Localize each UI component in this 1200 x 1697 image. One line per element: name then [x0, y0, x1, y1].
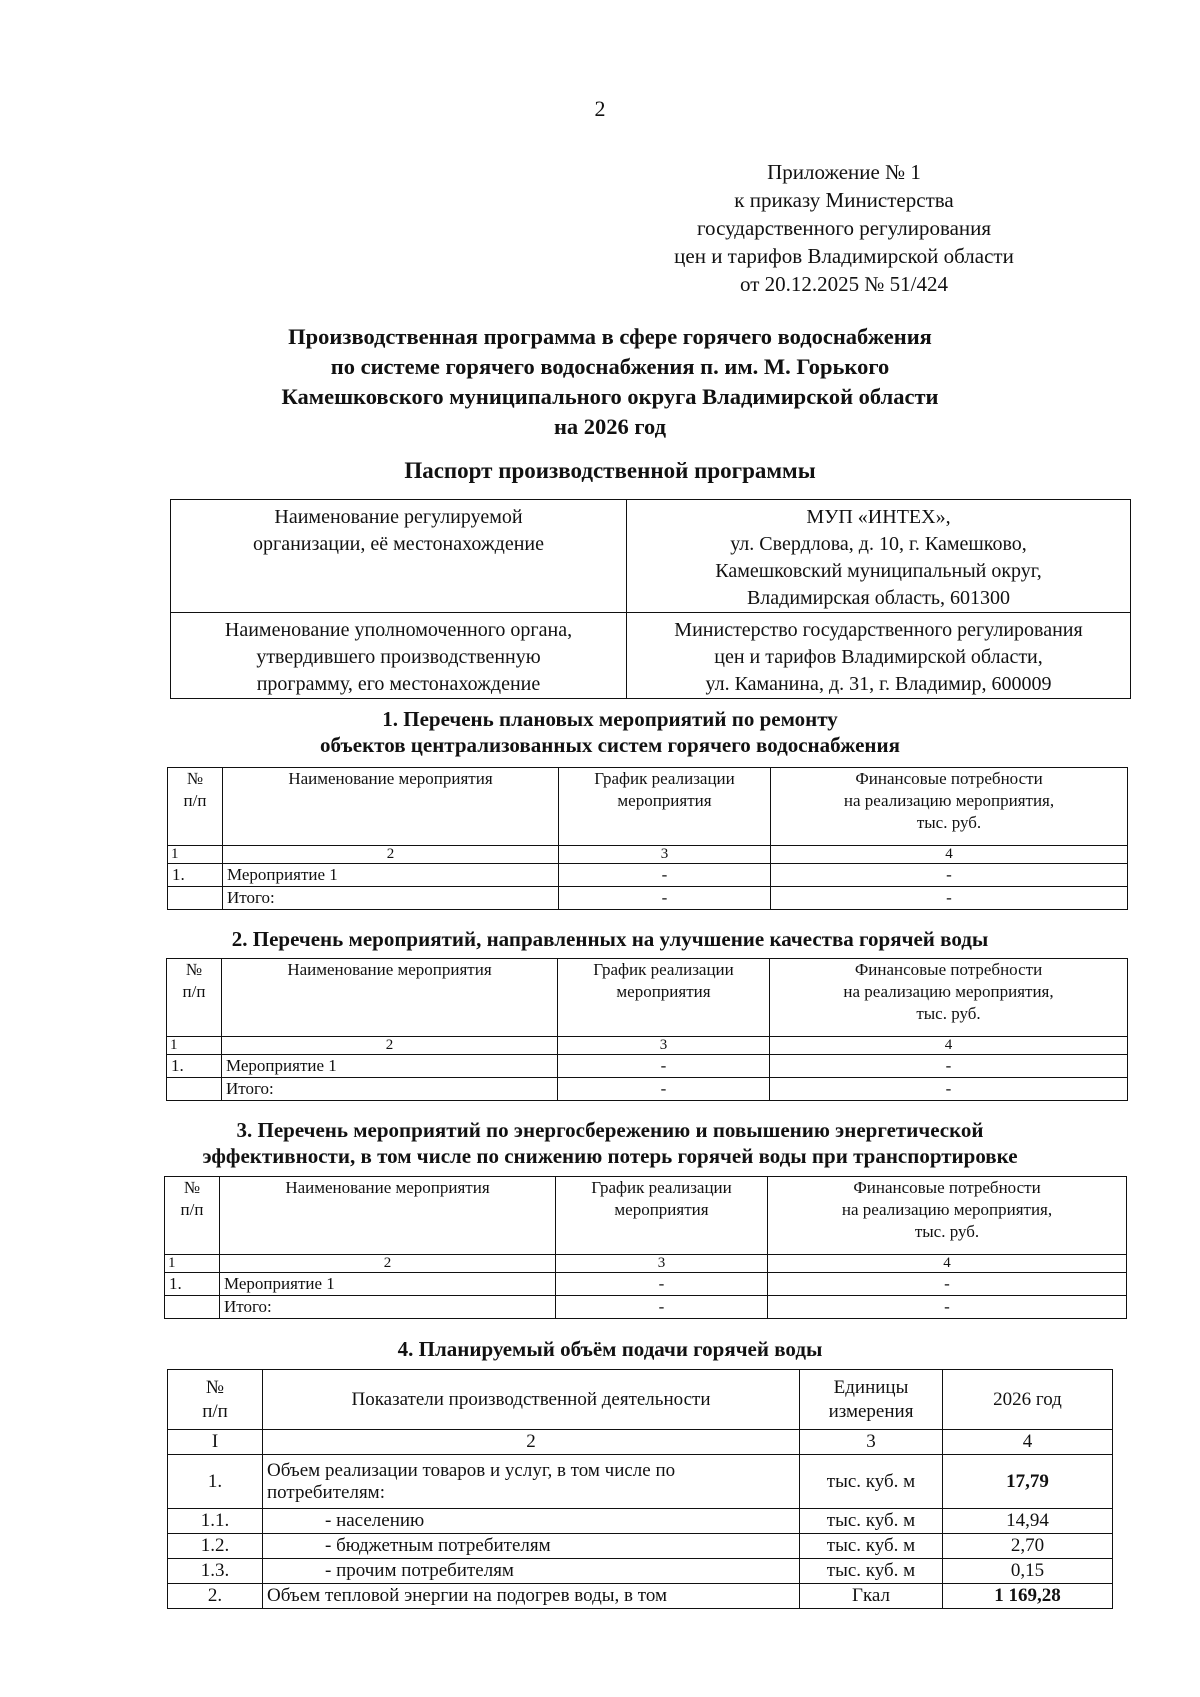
index-cell: 3 [559, 846, 771, 864]
cell-text: потребителям: [267, 1481, 385, 1503]
header-num [168, 1370, 263, 1430]
total-finance: - [768, 1296, 1127, 1319]
row-value: 2,70 [943, 1534, 1113, 1559]
total-row [165, 1296, 1127, 1319]
index-row [168, 846, 1128, 864]
cell-text: Финансовые потребности [854, 960, 1043, 979]
index-cell: 3 [800, 1430, 943, 1455]
index-cell: 2 [223, 846, 559, 864]
section-title-line: эффективности, в том числе по снижению потерь горячей воды при транспортировке [202, 1144, 1018, 1168]
row-name [263, 1455, 800, 1509]
cell-text: № [205, 1376, 225, 1398]
section-1-title [150, 706, 1070, 758]
cell-text: тыс. руб. [914, 1222, 980, 1241]
total-label: Итого: [220, 1296, 556, 1319]
cell-text: цен и тарифов Владимирской области, [714, 646, 1043, 668]
index-row [165, 1255, 1127, 1273]
appendix-line: от 20.12.2025 № 51/424 [739, 272, 949, 296]
cell-text: Министерство государственного регулирования [674, 619, 1083, 641]
header-indicator: Показатели производственной деятельности [263, 1370, 800, 1430]
total-schedule: - [559, 887, 771, 910]
index-cell: 1 [168, 846, 223, 864]
cell-text: мероприятия [616, 982, 711, 1001]
appendix-line: к приказу Министерства [734, 188, 954, 212]
index-row [167, 1037, 1128, 1055]
cell-text: График реализации [591, 1178, 732, 1197]
cell-text: измерения [828, 1400, 914, 1422]
section-title-line: объектов централизованных систем горячего водоснабжения [320, 733, 900, 757]
cell-text: мероприятия [614, 1200, 709, 1219]
total-label: Итого: [223, 887, 559, 910]
index-cell: 4 [768, 1255, 1127, 1273]
appendix-line: Приложение № 1 [767, 160, 921, 184]
passport-heading: Паспорт производственной программы [404, 458, 816, 483]
row-name: - населению [263, 1509, 800, 1534]
total-finance: - [770, 1078, 1128, 1101]
header-num [167, 959, 222, 1037]
table-header-row [167, 959, 1128, 1037]
row-num [167, 1078, 222, 1101]
section-title-line: 3. Перечень мероприятий по энергосбережению и повышению энергетической [236, 1118, 984, 1142]
row-value: 17,79 [943, 1455, 1113, 1509]
header-num [168, 768, 223, 846]
table-row [165, 1273, 1127, 1296]
title-line: на 2026 год [553, 414, 667, 439]
row-num: 1. [167, 1055, 222, 1078]
title-line: по системе горячего водоснабжения п. им. М. Горького [330, 354, 890, 379]
index-cell: 2 [263, 1430, 800, 1455]
total-row [167, 1078, 1128, 1101]
section-4-title: 4. Планируемый объём подачи горячей воды [397, 1337, 823, 1361]
row-finance: - [770, 1055, 1128, 1078]
total-label: Итого: [222, 1078, 558, 1101]
section-2-title [150, 926, 1070, 952]
section-3-table [164, 1176, 1127, 1319]
table-row [167, 1055, 1128, 1078]
cell-text: График реализации [593, 960, 734, 979]
cell-text: № [186, 769, 204, 788]
index-cell: 3 [556, 1255, 768, 1273]
table-row [168, 864, 1128, 887]
section-title-line: 2. Перечень мероприятий, направленных на улучшение качества горячей воды [231, 927, 989, 951]
row-num: 1. [168, 864, 223, 887]
header-unit [800, 1370, 943, 1430]
cell-text: мероприятия [617, 791, 712, 810]
total-row [168, 887, 1128, 910]
cell-text: Наименование регулируемой [274, 506, 523, 528]
passport-table [170, 499, 1131, 699]
header-schedule [558, 959, 770, 1037]
cell-text: № [185, 960, 203, 979]
table-row [168, 1455, 1113, 1509]
row-name: Объем тепловой энергии на подогрев воды, в том [263, 1584, 800, 1609]
index-cell: 1 [167, 1037, 222, 1055]
row-unit: тыс. куб. м [800, 1509, 943, 1534]
row-name: - прочим потребителям [263, 1559, 800, 1584]
table-row [171, 500, 1131, 613]
table-row [168, 1509, 1113, 1534]
index-cell: 2 [222, 1037, 558, 1055]
cell-text: п/п [202, 1400, 228, 1422]
header-name: Наименование мероприятия [223, 768, 559, 846]
total-finance: - [771, 887, 1128, 910]
cell-text: № [183, 1178, 201, 1197]
row-unit: тыс. куб. м [800, 1455, 943, 1509]
table-row [171, 613, 1131, 699]
appendix-line: цен и тарифов Владимирской области [674, 244, 1014, 268]
row-name: - бюджетным потребителям [263, 1534, 800, 1559]
row-value: 14,94 [943, 1509, 1113, 1534]
table-row [168, 1559, 1113, 1584]
cell-text: Финансовые потребности [853, 1178, 1041, 1197]
row-unit: Гкал [800, 1584, 943, 1609]
section-1-table [167, 767, 1128, 910]
cell-text: на реализацию мероприятия, [843, 982, 1054, 1001]
header-schedule [559, 768, 771, 846]
cell-text: тыс. руб. [916, 813, 982, 832]
passport-label [171, 613, 627, 699]
passport-value [627, 613, 1131, 699]
passport-label [171, 500, 627, 613]
appendix-line: государственного регулирования [696, 216, 992, 240]
table-row [168, 1534, 1113, 1559]
volume-table [167, 1369, 1113, 1609]
cell-text: на реализацию мероприятия, [841, 1200, 1053, 1219]
cell-text: Единицы [833, 1376, 909, 1398]
row-name: Мероприятие 1 [220, 1273, 556, 1296]
header-finance [771, 768, 1128, 846]
row-finance: - [771, 864, 1128, 887]
title-line: Камешковского муниципального округа Владимирской области [281, 384, 939, 409]
passport-value [627, 500, 1131, 613]
cell-text: МУП «ИНТЕХ», [806, 506, 951, 528]
row-num: 1. [168, 1455, 263, 1509]
cell-text: ул. Каманина, д. 31, г. Владимир, 600009 [705, 673, 1052, 695]
section-2-table [166, 958, 1128, 1101]
cell-text: Финансовые потребности [855, 769, 1043, 788]
cell-text: на реализацию мероприятия, [843, 791, 1055, 810]
cell-text: п/п [183, 791, 207, 810]
index-cell: 4 [771, 846, 1128, 864]
table-header-row [165, 1177, 1127, 1255]
cell-text: ул. Свердлова, д. 10, г. Камешково, [730, 533, 1027, 555]
row-schedule: - [558, 1055, 770, 1078]
table-header-row [168, 1370, 1113, 1430]
header-name: Наименование мероприятия [222, 959, 558, 1037]
row-num [168, 887, 223, 910]
row-finance: - [768, 1273, 1127, 1296]
index-cell: 4 [770, 1037, 1128, 1055]
page-number: 2 [594, 96, 606, 121]
header-num [165, 1177, 220, 1255]
cell-text: Камешковский муниципальный округ, [715, 560, 1042, 582]
section-3-title [150, 1117, 1070, 1169]
index-cell: 1 [165, 1255, 220, 1273]
row-num: 2. [168, 1584, 263, 1609]
total-schedule: - [556, 1296, 768, 1319]
index-cell: 2 [220, 1255, 556, 1273]
row-num: 1.3. [168, 1559, 263, 1584]
cell-text: программу, его местонахождение [256, 673, 541, 695]
cell-text: График реализации [594, 769, 735, 788]
row-num: 1.2. [168, 1534, 263, 1559]
row-value: 1 169,28 [943, 1584, 1113, 1609]
row-unit: тыс. куб. м [800, 1559, 943, 1584]
row-value: 0,15 [943, 1559, 1113, 1584]
cell-text: Объем реализации товаров и услуг, в том числе по [267, 1459, 676, 1481]
row-schedule: - [556, 1273, 768, 1296]
index-cell: 3 [558, 1037, 770, 1055]
row-name: Мероприятие 1 [223, 864, 559, 887]
cell-text: п/п [182, 982, 206, 1001]
row-schedule: - [559, 864, 771, 887]
document-title [150, 322, 1070, 442]
row-num [165, 1296, 220, 1319]
cell-text: тыс. руб. [916, 1004, 981, 1023]
index-row [168, 1430, 1113, 1455]
table-header-row [168, 768, 1128, 846]
header-year: 2026 год [943, 1370, 1113, 1430]
cell-text: Наименование уполномоченного органа, [224, 619, 573, 641]
total-schedule: - [558, 1078, 770, 1101]
row-num: 1.1. [168, 1509, 263, 1534]
cell-text: организации, её местонахождение [253, 533, 544, 555]
index-cell: 4 [943, 1430, 1113, 1455]
header-schedule [556, 1177, 768, 1255]
title-line: Производственная программа в сфере горячего водоснабжения [288, 324, 932, 349]
appendix-block [634, 158, 1054, 298]
header-finance [770, 959, 1128, 1037]
row-num: 1. [165, 1273, 220, 1296]
row-name: Мероприятие 1 [222, 1055, 558, 1078]
header-name: Наименование мероприятия [220, 1177, 556, 1255]
row-unit: тыс. куб. м [800, 1534, 943, 1559]
header-finance [768, 1177, 1127, 1255]
cell-text: Владимирская область, 601300 [746, 587, 1011, 609]
cell-text: п/п [180, 1200, 204, 1219]
section-title-line: 1. Перечень плановых мероприятий по ремонту [382, 707, 838, 731]
table-row [168, 1584, 1113, 1609]
cell-text: утвердившего производственную [256, 646, 541, 668]
index-cell: I [168, 1430, 263, 1455]
